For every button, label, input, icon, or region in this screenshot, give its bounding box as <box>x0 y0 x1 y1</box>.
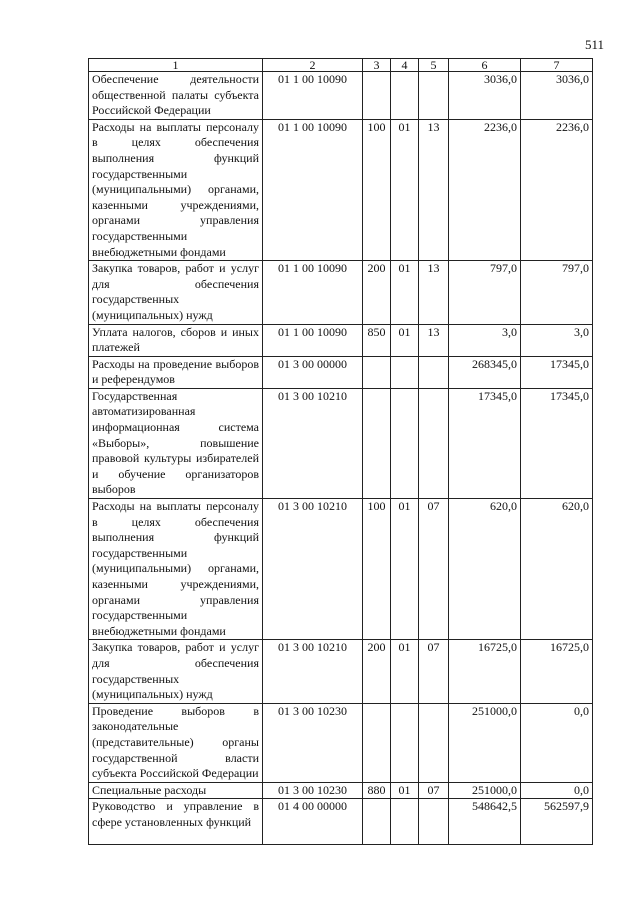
row-subsection: 07 <box>419 499 449 640</box>
page-number: 511 <box>585 37 605 52</box>
row-amount-col7: 797,0 <box>521 261 593 324</box>
row-amount-col6: 3,0 <box>449 324 521 356</box>
row-amount-col7: 16725,0 <box>521 640 593 703</box>
row-name: Уплата налогов, сборов и иных платежей <box>89 324 263 356</box>
row-name: Закупка товаров, работ и услуг для обеспечения государственных (муниципальных) нужд <box>89 640 263 703</box>
table-header-row <box>89 59 593 72</box>
row-amount-col7: 2236,0 <box>521 119 593 260</box>
row-section: 01 <box>391 499 419 640</box>
row-amount-col7: 3036,0 <box>521 72 593 120</box>
row-section <box>391 388 419 498</box>
row-amount-col7: 3,0 <box>521 324 593 356</box>
row-amount-col6: 797,0 <box>449 261 521 324</box>
row-code: 01 1 00 10090 <box>263 324 363 356</box>
row-amount-col7: 17345,0 <box>521 388 593 498</box>
table-row <box>89 324 593 356</box>
row-amount-col6: 268345,0 <box>449 356 521 388</box>
row-amount-col6: 3036,0 <box>449 72 521 120</box>
column-header-5: 5 <box>419 59 449 72</box>
row-amount-col6: 548642,5 <box>449 799 521 845</box>
row-subsection <box>419 799 449 845</box>
row-name: Расходы на выплаты персоналу в целях обеспечения выполнения функций государственными (муниципальными) органами, казенными учреждениями, органами управления государственными внебюджетными фондами <box>89 499 263 640</box>
table-row <box>89 356 593 388</box>
row-section: 01 <box>391 640 419 703</box>
table-row <box>89 261 593 324</box>
column-header-6: 6 <box>449 59 521 72</box>
column-header-7: 7 <box>521 59 593 72</box>
row-code: 01 3 00 10230 <box>263 782 363 799</box>
row-amount-col7: 620,0 <box>521 499 593 640</box>
row-expense-type <box>363 388 391 498</box>
row-code: 01 1 00 10090 <box>263 119 363 260</box>
row-expense-type: 200 <box>363 640 391 703</box>
row-expense-type: 100 <box>363 119 391 260</box>
row-subsection: 13 <box>419 261 449 324</box>
row-code: 01 4 00 00000 <box>263 799 363 845</box>
row-section <box>391 799 419 845</box>
row-amount-col7: 0,0 <box>521 703 593 782</box>
row-subsection: 07 <box>419 782 449 799</box>
row-expense-type <box>363 799 391 845</box>
row-name: Закупка товаров, работ и услуг для обеспечения государственных (муниципальных) нужд <box>89 261 263 324</box>
row-name: Государственная автоматизированная информационная система «Выборы», повышение правовой культуры избирателей и обучение организаторов выборов <box>89 388 263 498</box>
row-expense-type <box>363 356 391 388</box>
row-subsection: 07 <box>419 640 449 703</box>
row-expense-type: 200 <box>363 261 391 324</box>
row-section <box>391 72 419 120</box>
row-section: 01 <box>391 261 419 324</box>
column-header-3: 3 <box>363 59 391 72</box>
table-row <box>89 499 593 640</box>
row-amount-col6: 251000,0 <box>449 703 521 782</box>
row-name: Проведение выборов в законодательные (представительные) органы государственной власти субъекта Российской Федерации <box>89 703 263 782</box>
row-amount-col6: 16725,0 <box>449 640 521 703</box>
column-header-1: 1 <box>89 59 263 72</box>
row-amount-col6: 620,0 <box>449 499 521 640</box>
row-code: 01 3 00 10210 <box>263 388 363 498</box>
table-row <box>89 640 593 703</box>
row-section: 01 <box>391 324 419 356</box>
row-subsection: 13 <box>419 324 449 356</box>
row-name: Расходы на выплаты персоналу в целях обеспечения выполнения функций государственными (муниципальными) органами, казенными учреждениями, органами управления государственными внебюджетными фондами <box>89 119 263 260</box>
row-code: 01 3 00 10230 <box>263 703 363 782</box>
table-row <box>89 72 593 120</box>
table-row <box>89 782 593 799</box>
row-section: 01 <box>391 119 419 260</box>
row-amount-col7: 562597,9 <box>521 799 593 845</box>
row-expense-type: 850 <box>363 324 391 356</box>
column-header-2: 2 <box>263 59 363 72</box>
row-code: 01 3 00 10210 <box>263 640 363 703</box>
row-amount-col6: 251000,0 <box>449 782 521 799</box>
row-subsection <box>419 388 449 498</box>
row-code: 01 3 00 00000 <box>263 356 363 388</box>
row-subsection <box>419 72 449 120</box>
column-header-4: 4 <box>391 59 419 72</box>
row-amount-col6: 2236,0 <box>449 119 521 260</box>
row-code: 01 3 00 10210 <box>263 499 363 640</box>
row-name: Руководство и управление в сфере установленных функций <box>89 799 263 845</box>
table-row <box>89 388 593 498</box>
row-name: Специальные расходы <box>89 782 263 799</box>
row-expense-type: 100 <box>363 499 391 640</box>
row-name: Расходы на проведение выборов и референдумов <box>89 356 263 388</box>
table-row <box>89 799 593 845</box>
row-name: Обеспечение деятельности общественной палаты субъекта Российской Федерации <box>89 72 263 120</box>
row-expense-type <box>363 703 391 782</box>
row-section <box>391 703 419 782</box>
row-section: 01 <box>391 782 419 799</box>
row-expense-type <box>363 72 391 120</box>
row-subsection <box>419 356 449 388</box>
table-row <box>89 703 593 782</box>
row-amount-col7: 17345,0 <box>521 356 593 388</box>
row-subsection <box>419 703 449 782</box>
row-expense-type: 880 <box>363 782 391 799</box>
row-amount-col6: 17345,0 <box>449 388 521 498</box>
row-code: 01 1 00 10090 <box>263 261 363 324</box>
row-amount-col7: 0,0 <box>521 782 593 799</box>
budget-table <box>88 58 593 845</box>
row-subsection: 13 <box>419 119 449 260</box>
row-section <box>391 356 419 388</box>
row-code: 01 1 00 10090 <box>263 72 363 120</box>
table-row <box>89 119 593 260</box>
